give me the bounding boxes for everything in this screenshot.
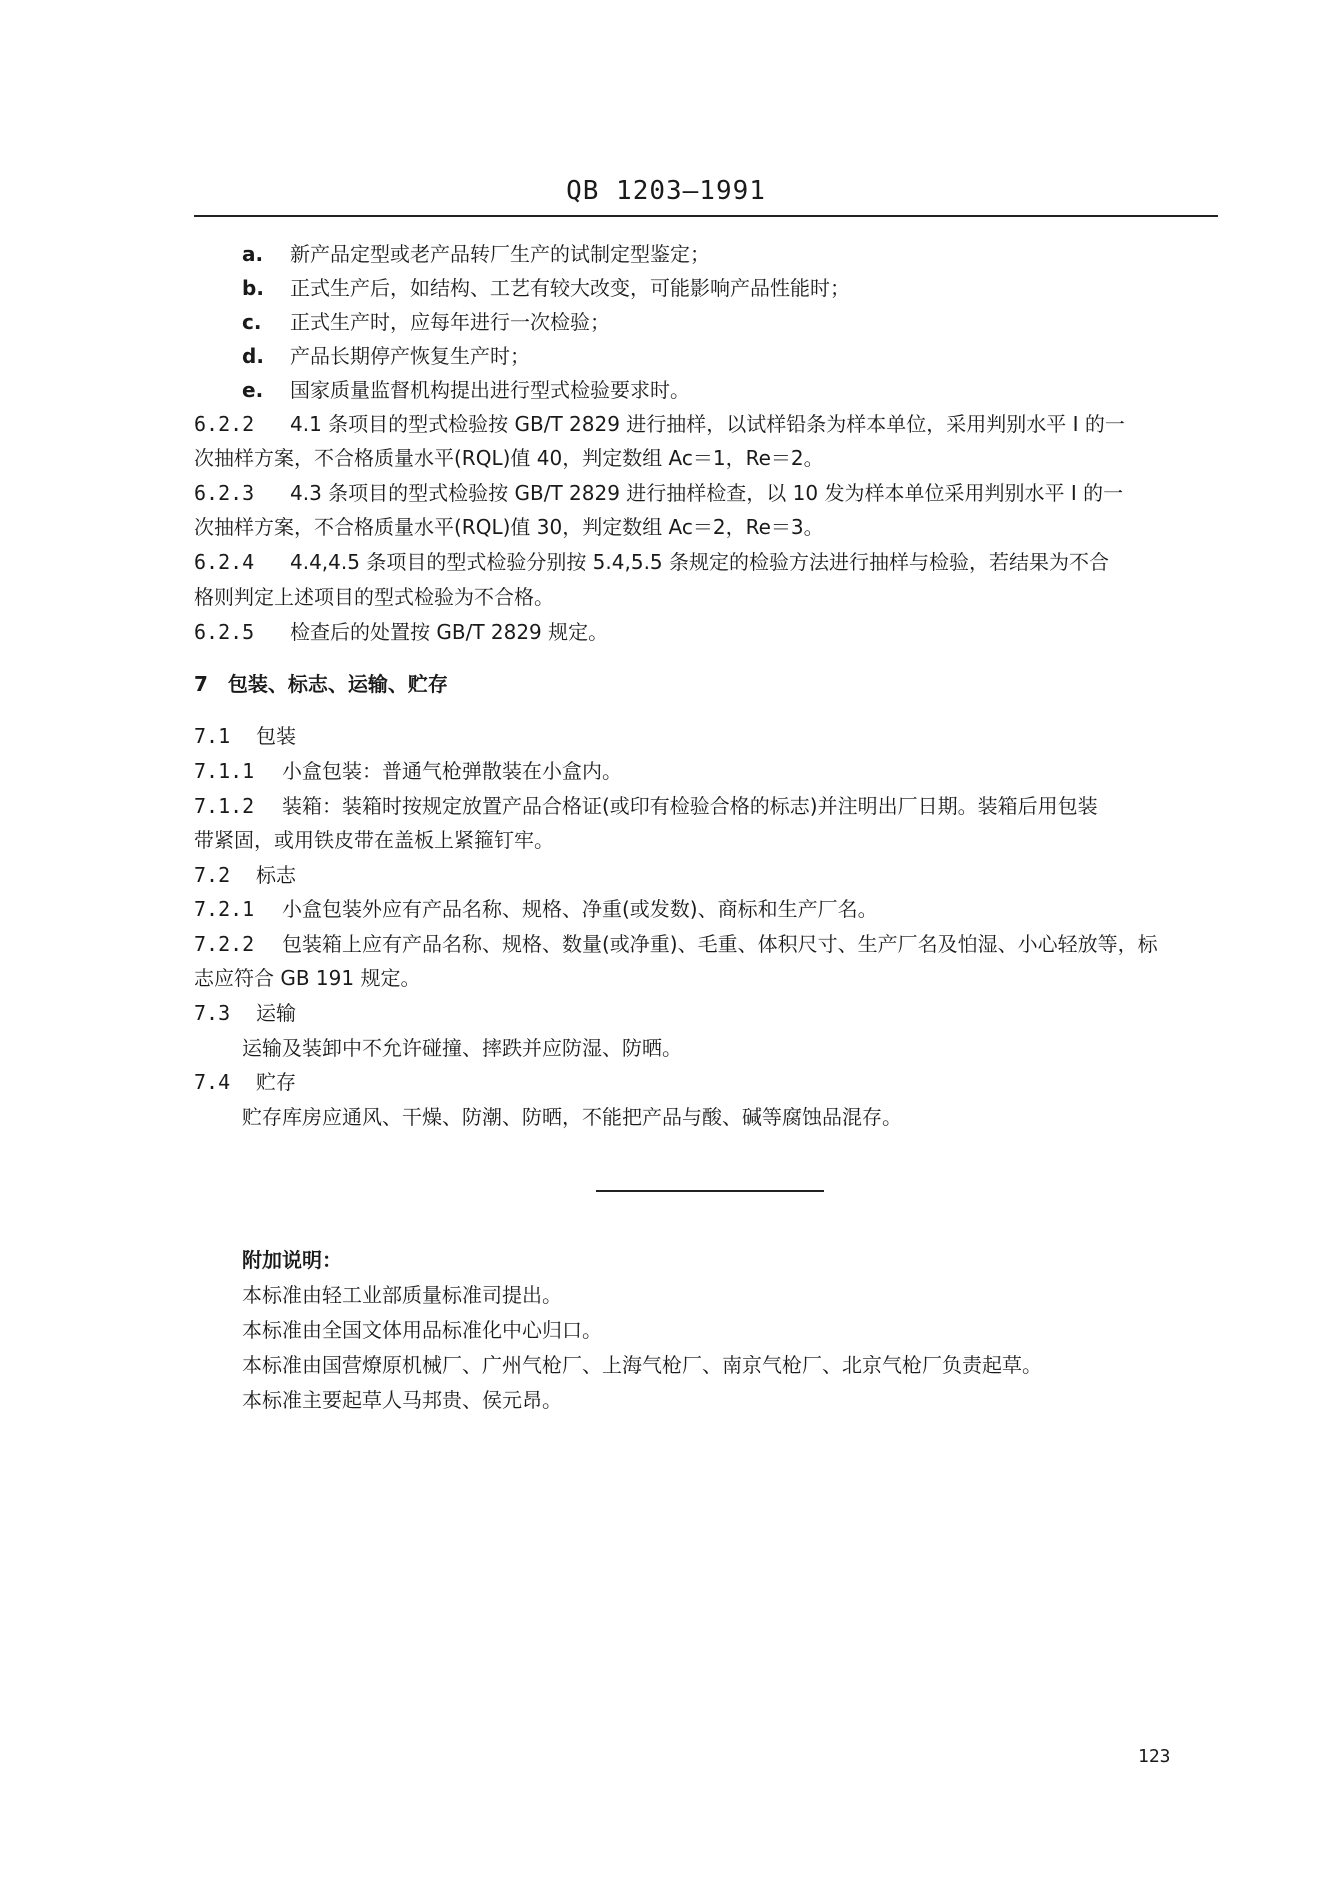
- clause-6-2-2: [194, 412, 1224, 436]
- section-7-1: [194, 724, 1224, 748]
- clause-6-2-5: [194, 620, 1224, 644]
- additional-note-line: 本标准主要起草人马邦贵、侯元昂。: [242, 1388, 562, 1412]
- clause-text: 4.1 条项目的型式检验按 GB/T 2829 进行抽样，以试样铅条为样本单位，采用判别水平 Ⅰ 的一: [290, 412, 1125, 436]
- section-7-4: [194, 1070, 1224, 1094]
- clause-6-2-3-cont: 次抽样方案，不合格质量水平(RQL)值 30，判定数组 Ac＝2，Re＝3。: [194, 515, 824, 539]
- section-number: 7.2: [194, 863, 231, 887]
- list-text: 正式生产后，如结构、工艺有较大改变，可能影响产品性能时；: [290, 276, 850, 300]
- clause-6-2-3: [194, 481, 1224, 505]
- list-marker: e.: [242, 378, 264, 402]
- page-number: 123: [1138, 1746, 1171, 1767]
- section-7-title: 7 包装、标志、运输、贮存: [194, 672, 448, 696]
- clause-text: 装箱：装箱时按规定放置产品合格证(或印有检验合格的标志)并注明出厂日期。装箱后用包装: [282, 794, 1098, 818]
- list-marker: c.: [242, 310, 262, 334]
- clause-7-2-1: [194, 897, 1224, 921]
- list-item-d: [242, 344, 1272, 368]
- additional-notes-heading: 附加说明：: [242, 1248, 342, 1272]
- section-7-2: [194, 863, 1224, 887]
- list-item-c: [242, 310, 1272, 334]
- list-marker: a.: [242, 242, 264, 266]
- list-text: 国家质量监督机构提出进行型式检验要求时。: [290, 378, 690, 402]
- section-7-3-text: 运输及装卸中不允许碰撞、摔跌并应防湿、防晒。: [242, 1036, 682, 1060]
- section-title: 运输: [256, 1001, 296, 1025]
- section-number: 7.3: [194, 1001, 231, 1025]
- clause-number: 6.2.4: [194, 550, 255, 574]
- section-title: 贮存: [256, 1070, 296, 1094]
- clause-6-2-4-cont: 格则判定上述项目的型式检验为不合格。: [194, 585, 554, 609]
- clause-6-2-2-cont: 次抽样方案，不合格质量水平(RQL)值 40，判定数组 Ac＝1，Re＝2。: [194, 446, 824, 470]
- section-title: 标志: [256, 863, 296, 887]
- section-7-4-text: 贮存库房应通风、干燥、防潮、防晒，不能把产品与酸、碱等腐蚀品混存。: [242, 1105, 902, 1129]
- end-of-text-rule: [596, 1190, 824, 1192]
- clause-6-2-4: [194, 550, 1224, 574]
- clause-7-2-2-cont: 志应符合 GB 191 规定。: [194, 966, 421, 990]
- clause-number: 7.2.1: [194, 897, 255, 921]
- section-number: 7.4: [194, 1070, 231, 1094]
- clause-number: 6.2.5: [194, 620, 255, 644]
- additional-note-line: 本标准由国营燎原机械厂、广州气枪厂、上海气枪厂、南京气枪厂、北京气枪厂负责起草。: [242, 1353, 1042, 1377]
- list-item-b: [242, 276, 1272, 300]
- clause-number: 6.2.3: [194, 481, 255, 505]
- list-text: 新产品定型或老产品转厂生产的试制定型鉴定；: [290, 242, 710, 266]
- list-item-a: [242, 242, 1272, 266]
- clause-text: 4.4,4.5 条项目的型式检验分别按 5.4,5.5 条规定的检验方法进行抽样与检验，若结果为不合: [290, 550, 1110, 574]
- clause-number: 7.1.2: [194, 794, 255, 818]
- clause-7-1-2-cont: 带紧固，或用铁皮带在盖板上紧箍钉牢。: [194, 828, 554, 852]
- list-item-e: [242, 378, 1272, 402]
- list-text: 产品长期停产恢复生产时；: [290, 344, 530, 368]
- clause-number: 7.2.2: [194, 932, 255, 956]
- clause-text: 小盒包装外应有产品名称、规格、净重(或发数)、商标和生产厂名。: [282, 897, 878, 921]
- section-number: 7.1: [194, 724, 231, 748]
- clause-number: 7.1.1: [194, 759, 255, 783]
- list-text: 正式生产时，应每年进行一次检验；: [290, 310, 610, 334]
- clause-number: 6.2.2: [194, 412, 255, 436]
- section-title: 包装: [256, 724, 296, 748]
- list-marker: b.: [242, 276, 264, 300]
- header-rule: [194, 215, 1218, 217]
- list-marker: d.: [242, 344, 264, 368]
- additional-note-line: 本标准由轻工业部质量标准司提出。: [242, 1283, 562, 1307]
- additional-note-line: 本标准由全国文体用品标准化中心归口。: [242, 1318, 602, 1342]
- clause-7-1-2: [194, 794, 1224, 818]
- clause-text: 包装箱上应有产品名称、规格、数量(或净重)、毛重、体积尺寸、生产厂名及怕湿、小心轻放等，标: [282, 932, 1158, 956]
- clause-7-2-2: [194, 932, 1224, 956]
- clause-text: 小盒包装：普通气枪弹散装在小盒内。: [282, 759, 622, 783]
- standard-code-header: QB 1203—1991: [566, 176, 766, 206]
- clause-7-1-1: [194, 759, 1224, 783]
- clause-text: 检查后的处置按 GB/T 2829 规定。: [290, 620, 609, 644]
- section-7-3: [194, 1001, 1224, 1025]
- clause-text: 4.3 条项目的型式检验按 GB/T 2829 进行抽样检查，以 10 发为样本单位采用判别水平 Ⅰ 的一: [290, 481, 1124, 505]
